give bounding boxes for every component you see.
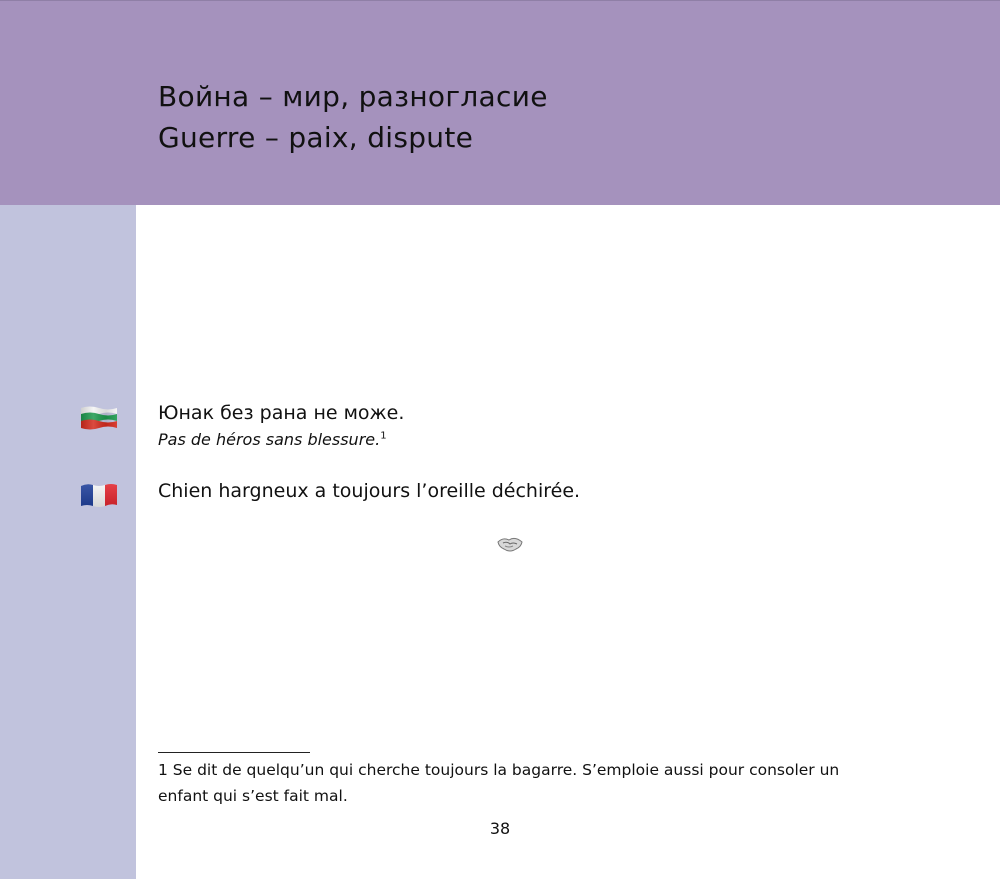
- footnote-reference: 1: [380, 430, 387, 442]
- french-flag-icon: [80, 482, 118, 508]
- proverb-bulgarian: Юнак без рана не може.: [158, 402, 405, 424]
- proverb-translation: [158, 430, 387, 449]
- footnote-separator: [158, 752, 310, 753]
- chapter-title-french: Guerre – paix, dispute: [158, 121, 474, 154]
- handshake-icon: [495, 532, 525, 556]
- chapter-title-bulgarian: Война – мир, разногласие: [158, 80, 548, 113]
- left-sidebar-band: [0, 205, 136, 879]
- footnote-text: 1 Se dit de quelqu’un qui cherche toujours la bagarre. S’emploie aussi pour consoler un enfant qui s’est fait mal.: [158, 761, 840, 805]
- page-number: [0, 819, 1000, 838]
- bulgarian-flag-icon: [80, 405, 118, 431]
- chapter-header: [0, 0, 1000, 205]
- translation-text: Pas de héros sans blessure.: [158, 430, 381, 449]
- proverb-french: Chien hargneux a toujours l’oreille déchirée.: [158, 480, 581, 502]
- page-number-value: 38: [489, 819, 511, 838]
